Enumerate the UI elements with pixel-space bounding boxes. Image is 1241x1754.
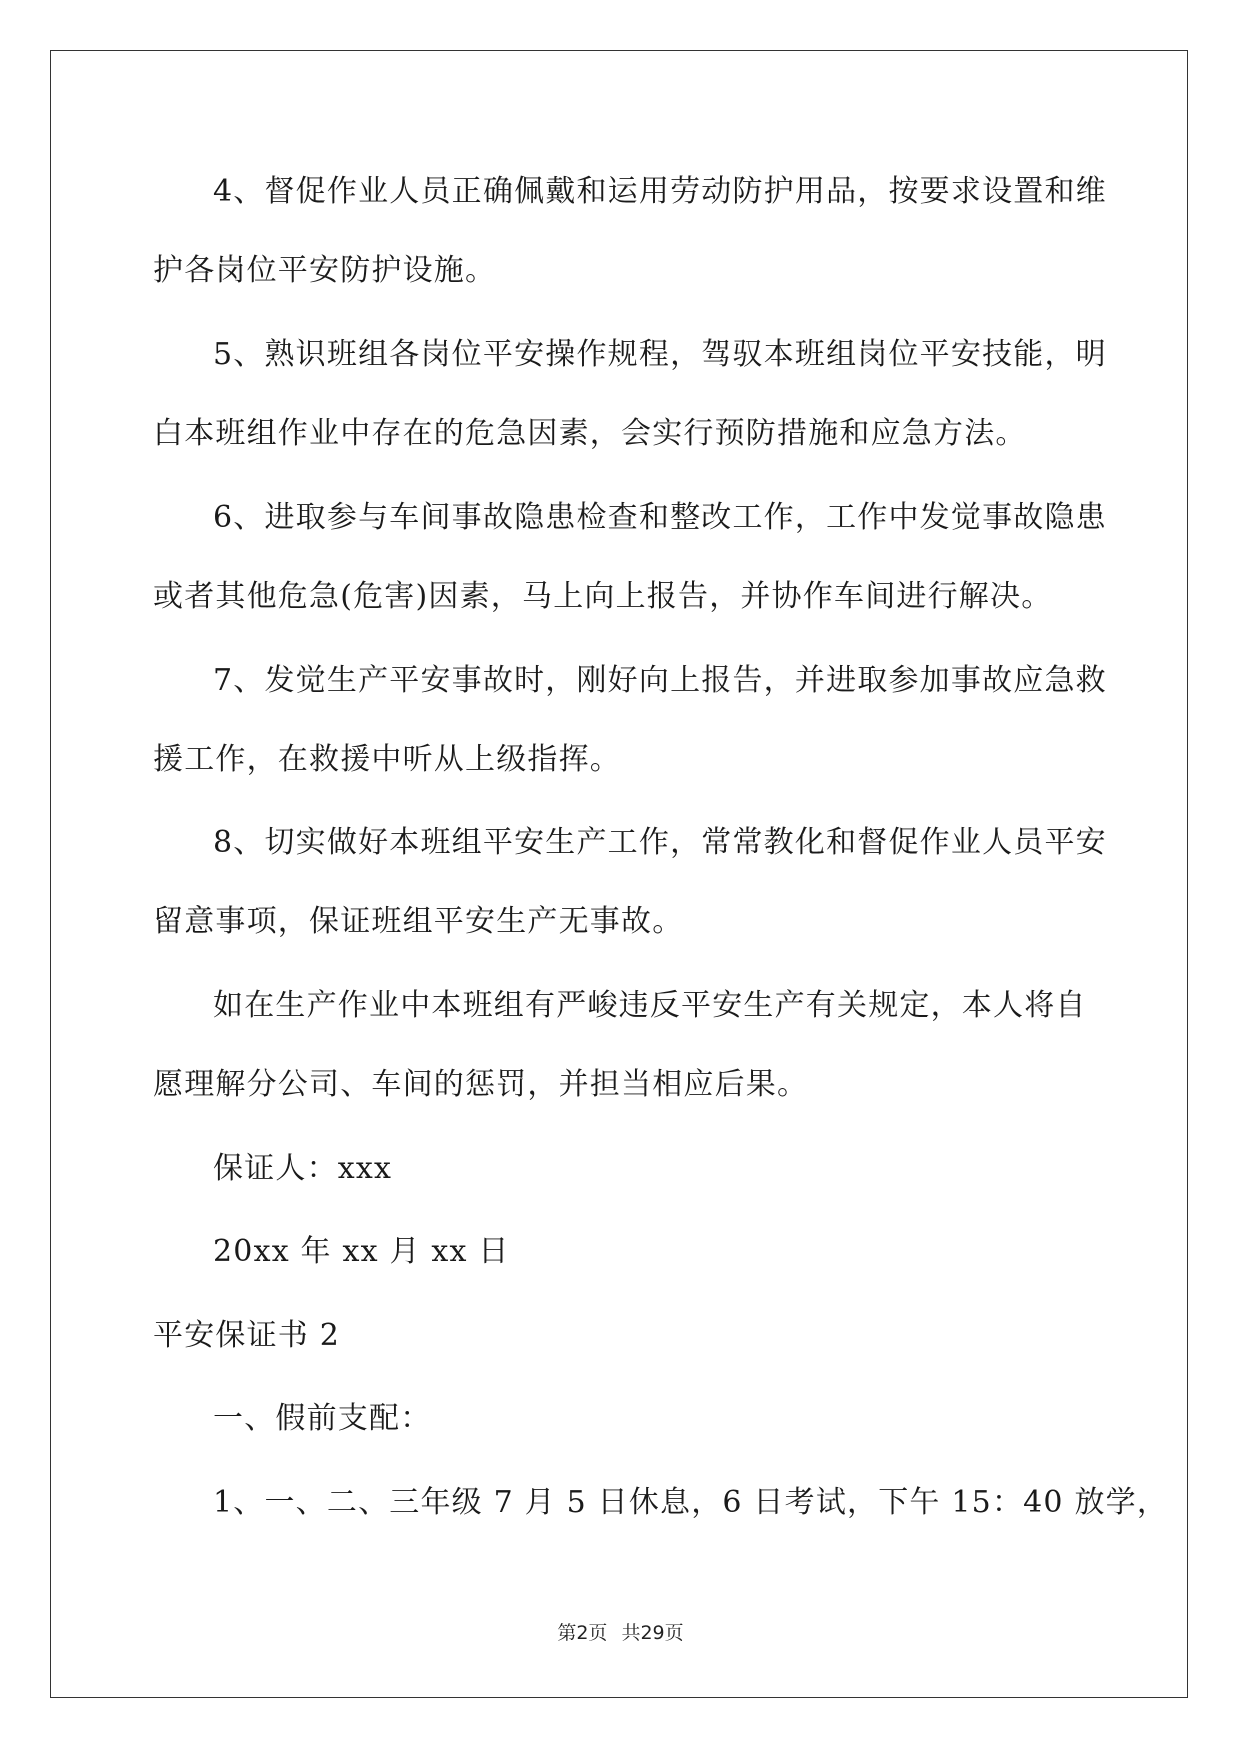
section-heading: 平安保证书 2 <box>153 1318 341 1353</box>
paragraph-line: 白本班组作业中存在的危急因素，会实行预防措施和应急方法。 <box>153 416 1027 451</box>
paragraph-line: 愿理解分公司、车间的惩罚，并担当相应后果。 <box>153 1067 809 1102</box>
page-footer <box>0 1618 1241 1645</box>
date-line: 20xx 年 xx 月 xx 日 <box>213 1234 510 1269</box>
paragraph-line: 援工作，在救援中听从上级指挥。 <box>153 742 621 777</box>
page-border <box>50 50 1188 1698</box>
page-total: 共29页 <box>621 1622 684 1644</box>
paragraph-line: 护各岗位平安防护设施。 <box>153 253 497 288</box>
paragraph-line: 6、进取参与车间事故隐患检查和整改工作，工作中发觉事故隐患 <box>213 500 1107 535</box>
paragraph-line: 如在生产作业中本班组有严峻违反平安生产有关规定，本人将自 <box>213 988 1087 1023</box>
page-number: 第2页 <box>557 1622 608 1644</box>
guarantor-line: 保证人：xxx <box>213 1151 393 1186</box>
paragraph-line: 5、熟识班组各岗位平安操作规程，驾驭本班组岗位平安技能，明 <box>213 337 1107 372</box>
paragraph-line: 1、一、二、三年级 7 月 5 日休息，6 日考试，下午 15：40 放学， <box>213 1485 1169 1520</box>
paragraph-line: 7、发觉生产平安事故时，刚好向上报告，并进取参加事故应急救 <box>213 663 1107 698</box>
paragraph-line: 8、切实做好本班组平安生产工作，常常教化和督促作业人员平安 <box>213 825 1107 860</box>
paragraph-line: 4、督促作业人员正确佩戴和运用劳动防护用品，按要求设置和维 <box>213 174 1107 209</box>
paragraph-line: 留意事项，保证班组平安生产无事故。 <box>153 904 684 939</box>
paragraph-line: 一、假前支配： <box>213 1401 432 1436</box>
paragraph-line: 或者其他危急(危害)因素，马上向上报告，并协作车间进行解决。 <box>153 579 1053 614</box>
